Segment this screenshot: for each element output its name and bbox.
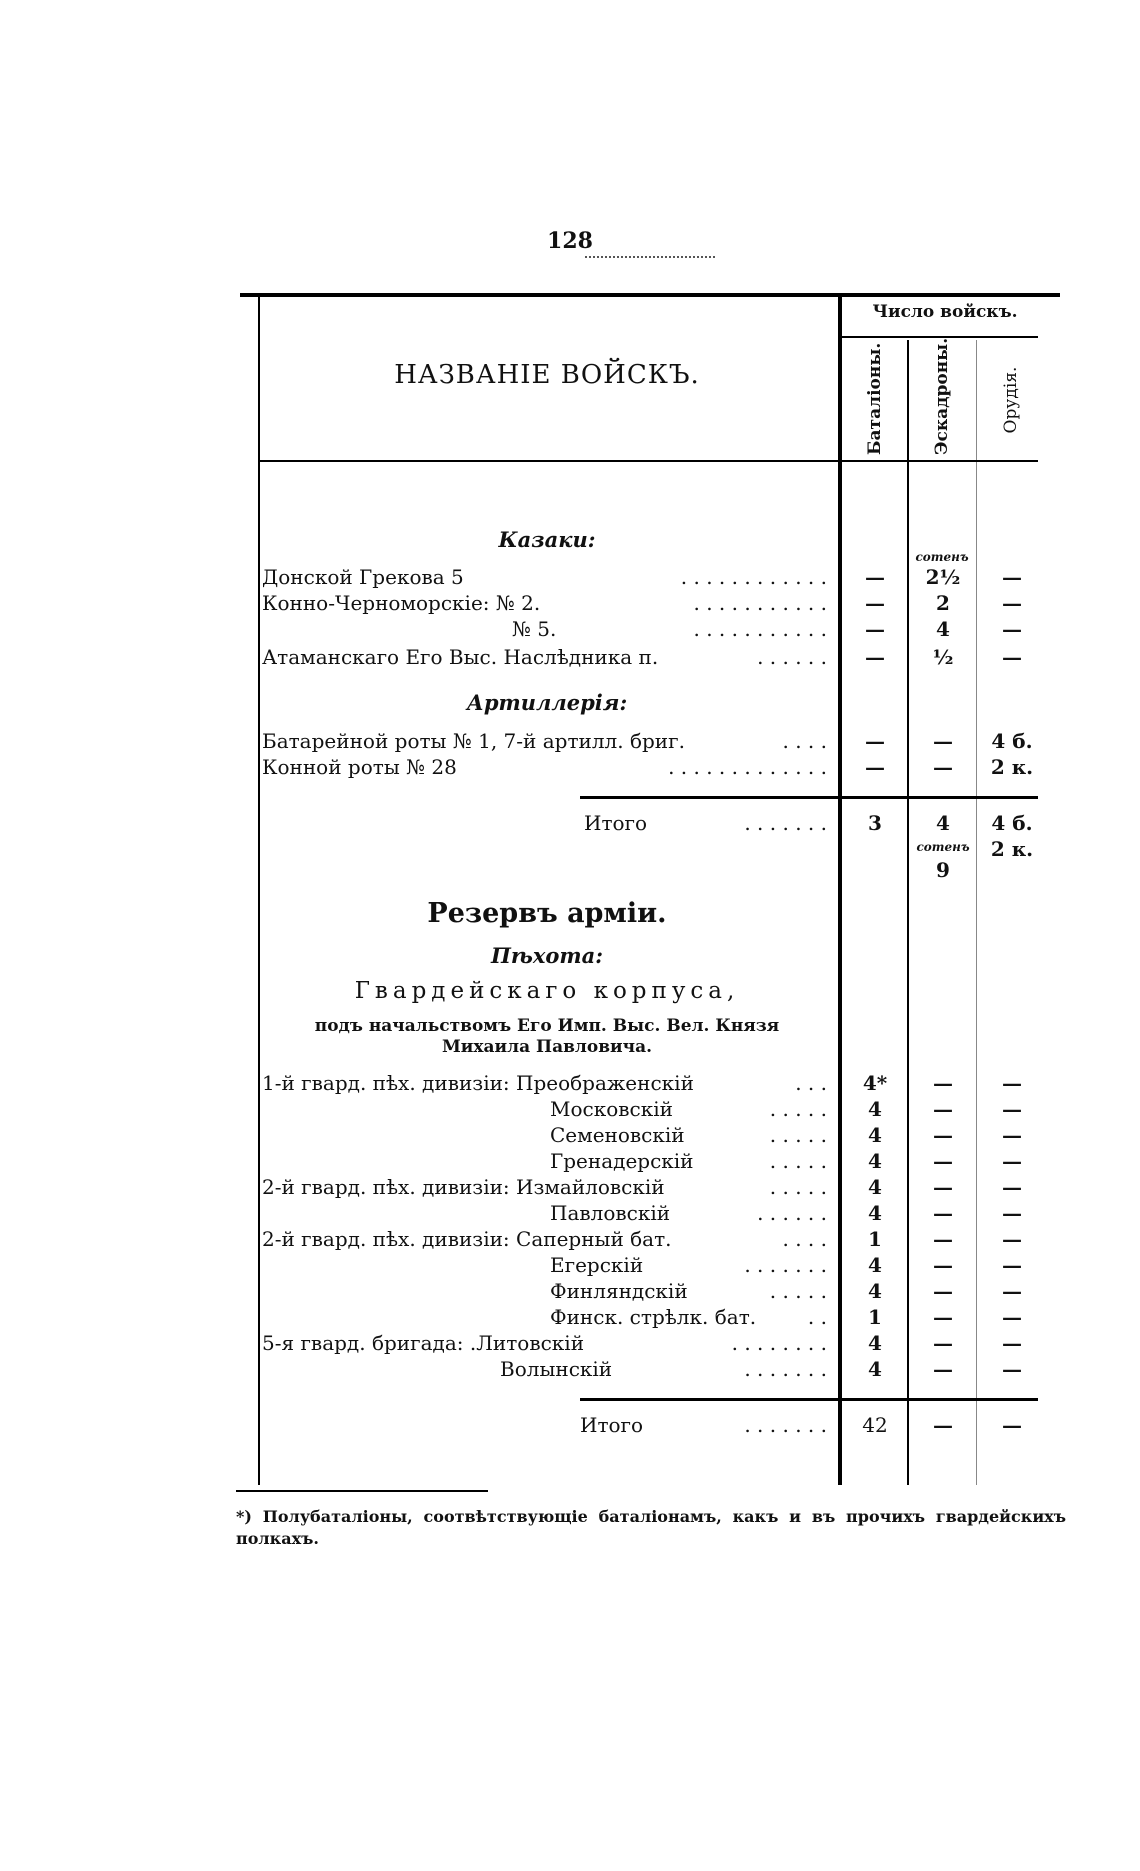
cell-esk: — <box>933 1071 953 1095</box>
cell-gun: — <box>1002 1279 1022 1303</box>
cell-bat: 4* <box>862 1071 888 1095</box>
table-row: Конно-Черноморскіе: № 2. . . . . . . . . . . . <box>262 591 827 615</box>
col-header-guns: Орудія. <box>1001 366 1021 434</box>
cell-esk: — <box>933 755 953 779</box>
table-row: Конной роты № 28 . . . . . . . . . . . . . <box>262 755 827 779</box>
table-row: 5-я гвард. бригада: .Литовскій . . . . . . . . <box>262 1331 827 1355</box>
table-row: Павловскій . . . . . . <box>550 1201 827 1225</box>
cell-bat: — <box>865 617 885 641</box>
cell-gun: — <box>1002 1097 1022 1121</box>
cell-bat: 4 <box>868 1201 882 1225</box>
header-bottom-rule <box>258 460 1038 462</box>
total-esk: 4 <box>936 811 950 835</box>
cell-bat: 4 <box>868 1279 882 1303</box>
cell-esk: 4 <box>936 617 950 641</box>
table-row: Финск. стрѣлк. бат. . . <box>550 1305 827 1329</box>
cell-bat: 4 <box>868 1097 882 1121</box>
cell-gun: — <box>1002 1175 1022 1199</box>
section-reserve: Резервъ арміи. <box>427 898 667 929</box>
cell-bat: — <box>865 591 885 615</box>
table-row: Финляндскій . . . . . <box>550 1279 827 1303</box>
cell-bat: 4 <box>868 1357 882 1381</box>
cell-bat: — <box>865 755 885 779</box>
table-row: № 5. . . . . . . . . . . . <box>512 617 827 641</box>
page-number: 128 <box>547 228 593 254</box>
cell-bat: 4 <box>868 1123 882 1147</box>
cell-esk: 2½ <box>925 565 961 589</box>
cell-esk: 2 <box>936 591 950 615</box>
ornament-line <box>585 256 715 266</box>
section-artillery: Артиллерія: <box>466 690 628 715</box>
command-line-2: Михаила Павловича. <box>441 1037 653 1057</box>
column-divider-main <box>838 297 842 1485</box>
cell-bat: — <box>865 729 885 753</box>
cell-esk: — <box>933 1097 953 1121</box>
cell-esk: — <box>933 1175 953 1199</box>
header-group-label: Число войскъ. <box>872 302 1018 322</box>
cell-bat: — <box>865 645 885 669</box>
table-row: 2-й гвард. пѣх. дивизіи: Измайловскій . . . . . <box>262 1175 827 1199</box>
total-row-1: Итого . . . . . . . <box>584 811 827 835</box>
footnote: *) Полубаталіоны, соотвѣтствующіе баталіонамъ, какъ и въ прочихъ гвардейскихъ полкахъ. <box>236 1507 1066 1548</box>
cell-bat: 4 <box>868 1175 882 1199</box>
cell-esk: — <box>933 1253 953 1277</box>
cell-esk: ½ <box>932 645 954 669</box>
table-row: Московскій . . . . . <box>550 1097 827 1121</box>
cell-gun: 2 к. <box>990 755 1034 779</box>
section-infantry: Пѣхота: <box>491 943 603 968</box>
corps-title: Гвардейскаго корпуса, <box>354 978 740 1004</box>
command-line-1: подъ начальствомъ Его Имп. Выс. Вел. Князя <box>314 1016 780 1036</box>
cell-gun: — <box>1002 1227 1022 1251</box>
cell-gun: — <box>1002 617 1022 641</box>
total-units-note: сотенъ <box>916 840 970 854</box>
table-row: Атаманскаго Его Выс. Наслѣдника п. . . . . . . <box>262 645 827 669</box>
cell-esk: — <box>933 1123 953 1147</box>
cell-gun: — <box>1002 645 1022 669</box>
total-esk: — <box>933 1413 953 1437</box>
cell-esk: — <box>933 1149 953 1173</box>
section-cossacks: Казаки: <box>498 527 596 552</box>
cell-gun: — <box>1002 1305 1022 1329</box>
cell-esk: — <box>933 1227 953 1251</box>
table-row: Семеновскій . . . . . <box>550 1123 827 1147</box>
cell-bat: 4 <box>868 1149 882 1173</box>
table-row: Батарейной роты № 1, 7-й артилл. бриг. . . . . <box>262 729 827 753</box>
table-row: 2-й гвард. пѣх. дивизіи: Саперный бат. . . . . <box>262 1227 827 1251</box>
total-row-2: Итого . . . . . . . <box>580 1413 827 1437</box>
cell-gun: — <box>1002 1331 1022 1355</box>
total-rule-2 <box>580 1398 1038 1401</box>
cell-gun: — <box>1002 1071 1022 1095</box>
table-row: Егерскій . . . . . . . <box>550 1253 827 1277</box>
footnote-rule <box>236 1490 488 1492</box>
column-divider-bat <box>907 340 909 1485</box>
col-header-squadrons: Эскадроны. <box>932 337 952 455</box>
cell-esk: — <box>933 1201 953 1225</box>
cell-bat: 1 <box>868 1227 882 1251</box>
table-row: Волынскій . . . . . . . <box>500 1357 827 1381</box>
total-bat: 3 <box>868 811 882 835</box>
cell-gun: — <box>1002 1253 1022 1277</box>
cell-esk: — <box>933 1305 953 1329</box>
cell-bat: 4 <box>868 1331 882 1355</box>
total-gun-2: 2 к. <box>990 837 1034 861</box>
col-header-battalions: Баталіоны. <box>865 342 885 455</box>
total-bat: 42 <box>862 1413 888 1437</box>
cell-bat: 1 <box>868 1305 882 1329</box>
cell-gun: — <box>1002 1123 1022 1147</box>
cell-gun: — <box>1002 1149 1022 1173</box>
left-border <box>258 297 260 1485</box>
cell-gun: — <box>1002 591 1022 615</box>
table-row: 1-й гвард. пѣх. дивизіи: Преображенскій . . . <box>262 1071 827 1095</box>
total-rule-1 <box>580 796 1038 799</box>
cell-esk: — <box>933 1357 953 1381</box>
table-row: Гренадерскій . . . . . <box>550 1149 827 1173</box>
cell-esk: — <box>933 729 953 753</box>
header-title: НАЗВАНІЕ ВОЙСКЪ. <box>394 360 700 390</box>
cell-bat: — <box>865 565 885 589</box>
cell-bat: 4 <box>868 1253 882 1277</box>
cell-esk: — <box>933 1331 953 1355</box>
units-note-sotni: сотенъ <box>915 550 969 564</box>
table-row: Донской Грекова 5 . . . . . . . . . . . . <box>262 565 827 589</box>
total-gun: — <box>1002 1413 1022 1437</box>
cell-esk: — <box>933 1279 953 1303</box>
cell-gun: 4 б. <box>991 729 1033 753</box>
cell-gun: — <box>1002 1357 1022 1381</box>
top-rule <box>240 293 1060 297</box>
total-gun: 4 б. <box>991 811 1033 835</box>
total-esk-2: 9 <box>936 858 950 882</box>
column-divider-esk <box>976 340 977 1485</box>
cell-gun: — <box>1002 1201 1022 1225</box>
cell-gun: — <box>1002 565 1022 589</box>
